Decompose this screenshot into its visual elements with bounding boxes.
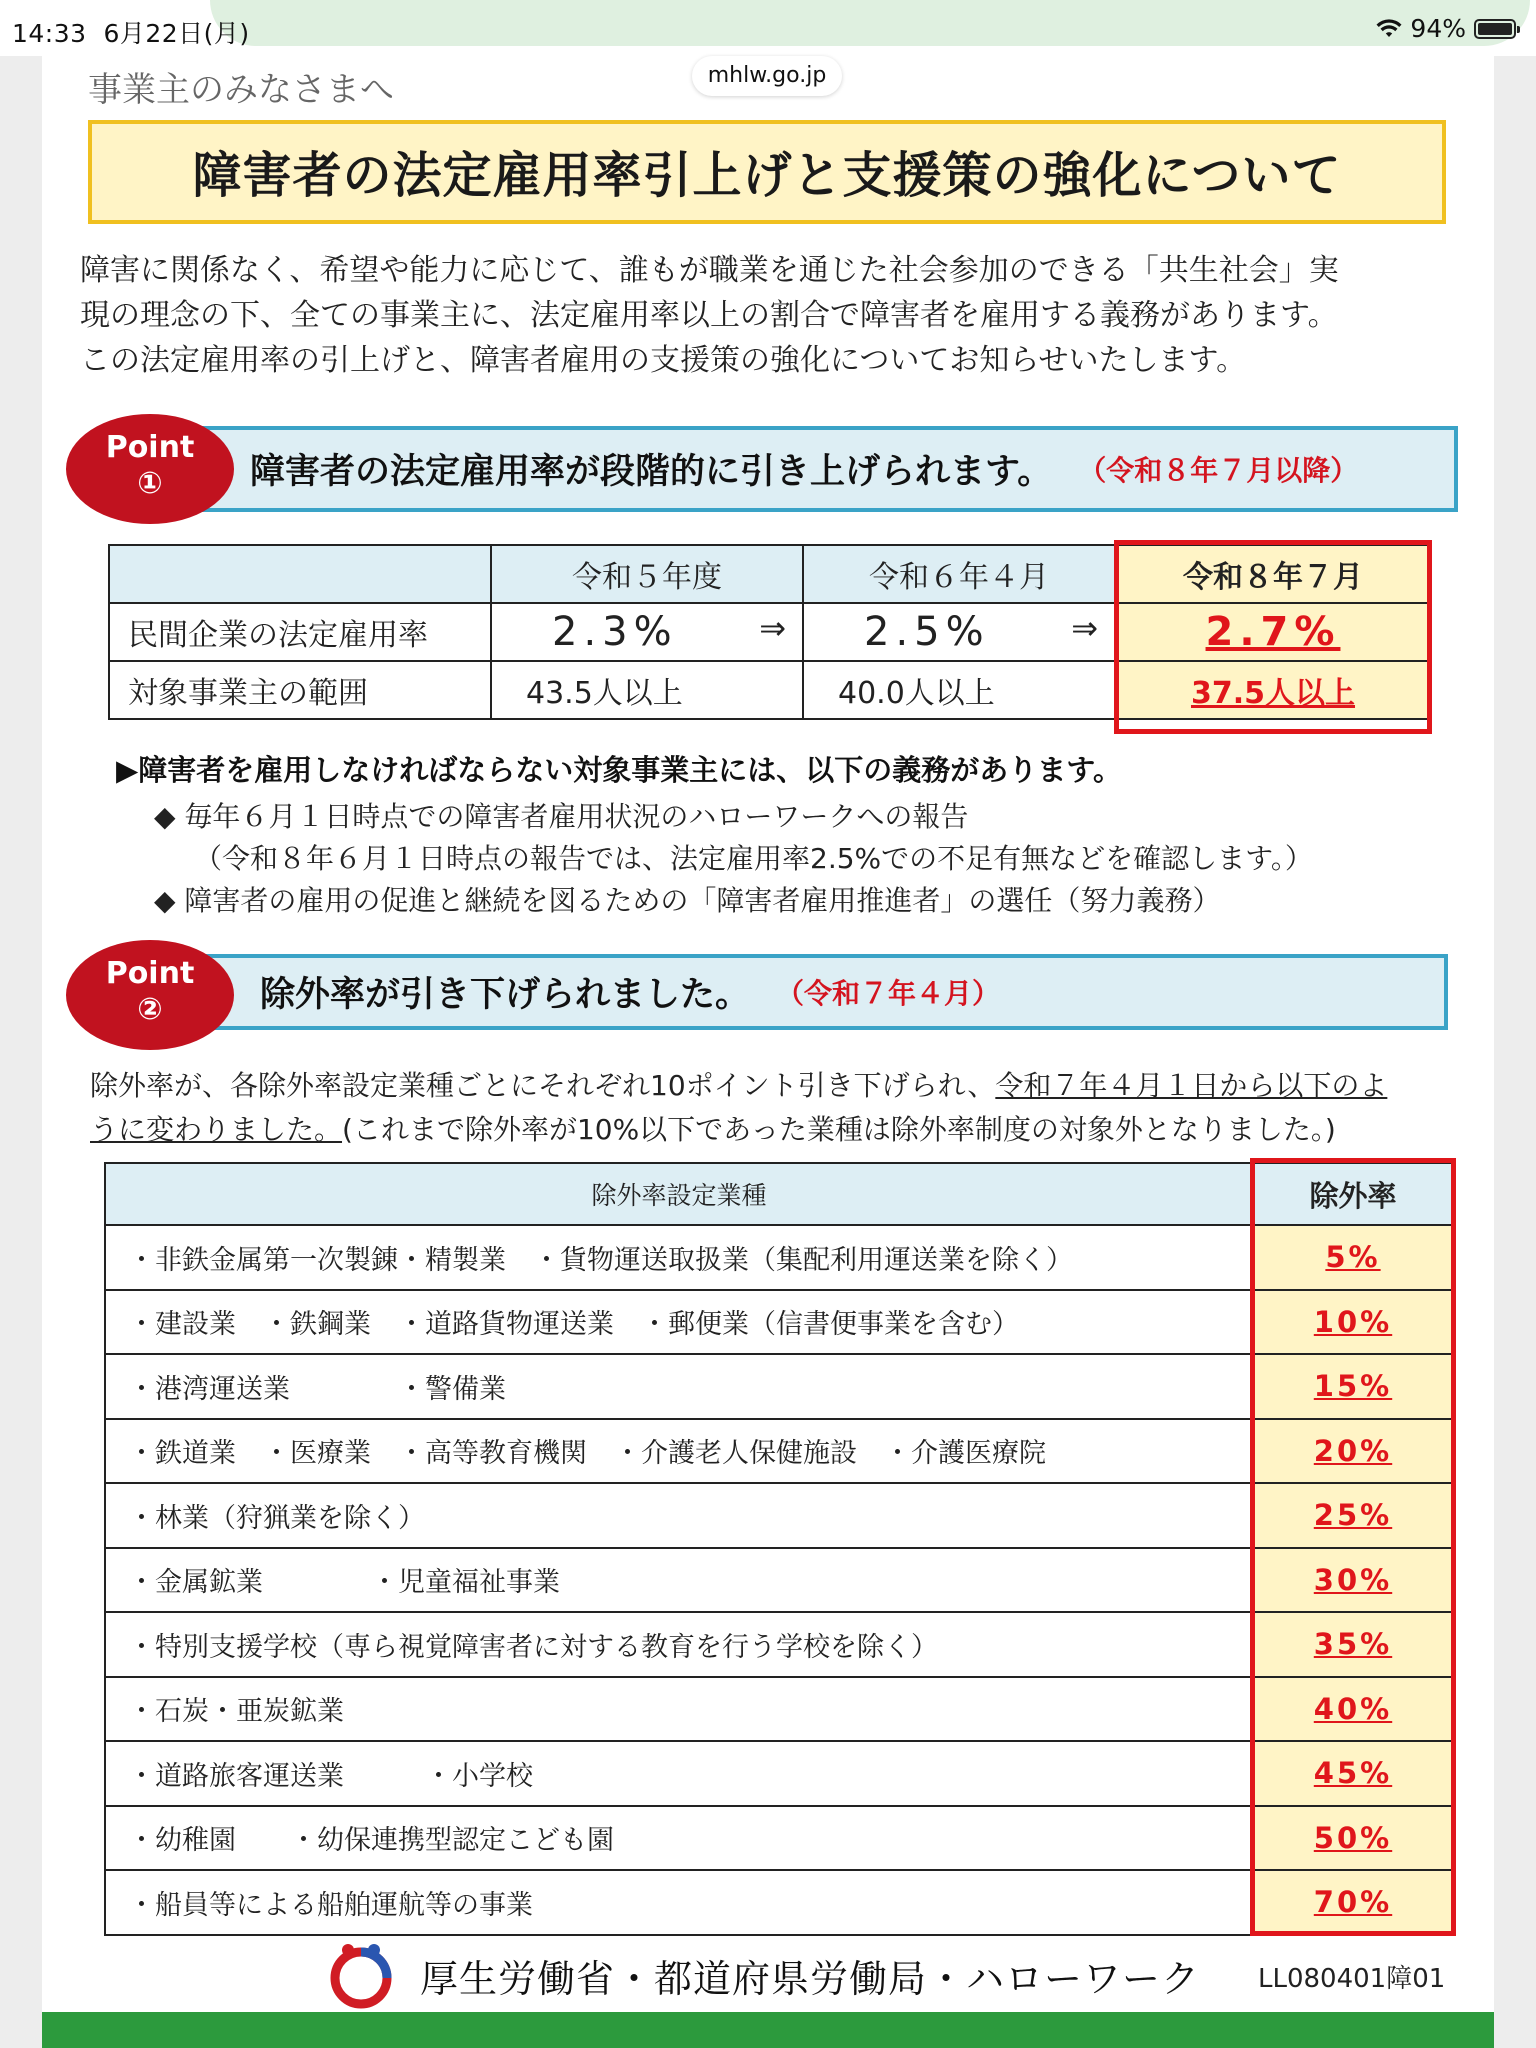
- badge-number: ①: [137, 466, 163, 501]
- point2-header: [140, 954, 1448, 1030]
- rate-cell: [1253, 1806, 1453, 1871]
- industry-cell: ・建設業 ・鉄鋼業 ・道路貨物運送業 ・郵便業（信書便事業を含む）: [105, 1290, 1253, 1355]
- list-item: ◆ 障害者の雇用の促進と継続を図るための「障害者雇用推進者」の選任（努力義務）: [154, 884, 1221, 917]
- list-item: ◆ 毎年６月１日時点での障害者雇用状況のハローワークへの報告: [154, 800, 969, 833]
- footer-strip: [42, 2012, 1494, 2048]
- employment-rate-table: [108, 544, 1432, 720]
- industry-cell: ・金属鉱業 ・児童福祉事業: [105, 1548, 1253, 1613]
- point1-subtitle: （令和８年７月以降）: [1078, 454, 1359, 487]
- point1-header: [140, 426, 1458, 512]
- table-row: [109, 603, 1431, 661]
- header-rate: 除外率: [1253, 1163, 1453, 1225]
- rate-cell: [1253, 1354, 1453, 1419]
- new-range-value: 37.5人以上: [1190, 676, 1356, 711]
- table-row: [105, 1806, 1453, 1871]
- url-pill[interactable]: mhlw.go.jp: [692, 56, 842, 96]
- text-segment: (これまで除外率が10%以下であった業種は除外率制度の対象外となりました。): [342, 1113, 1336, 1146]
- arrow-icon: ⇒: [1071, 609, 1098, 647]
- table-cell-highlight: [1115, 661, 1431, 719]
- table-header-row: [109, 545, 1431, 603]
- mhlw-logo: [326, 1940, 396, 2014]
- rate-cell: [1253, 1548, 1453, 1613]
- industry-cell: ・幼稚園 ・幼保連携型認定こども園: [105, 1806, 1253, 1871]
- intro-text: [80, 248, 1460, 383]
- footer-code: LL080401障01: [1258, 1964, 1446, 1994]
- rate-value: 45%: [1313, 1756, 1393, 1791]
- table-row: [105, 1290, 1453, 1355]
- rate-cell: [1253, 1483, 1453, 1548]
- table-row: [105, 1741, 1453, 1806]
- arrow-icon: ⇒: [759, 609, 786, 647]
- duty-list: [154, 796, 1313, 922]
- table-row: [105, 1419, 1453, 1484]
- table-row: [105, 1483, 1453, 1548]
- table-cell: [491, 603, 803, 661]
- rate-cell: [1253, 1419, 1453, 1484]
- battery-percent: 94%: [1410, 14, 1466, 43]
- table-row: [105, 1354, 1453, 1419]
- table-row: [105, 1677, 1453, 1742]
- table-cell: 43.5人以上: [491, 661, 803, 719]
- rate-value: 10%: [1313, 1304, 1393, 1339]
- point2-subtitle: （令和７年４月）: [776, 977, 1001, 1010]
- industry-cell: ・非鉄金属第一次製錬・精製業 ・貨物運送取扱業（集配利用運送業を除く）: [105, 1225, 1253, 1290]
- battery-icon: [1474, 19, 1516, 39]
- table-header-cell: 令和６年４月: [803, 545, 1115, 603]
- table-header-cell: 令和５年度: [491, 545, 803, 603]
- status-right: [1376, 14, 1516, 43]
- industry-cell: ・石炭・亜炭鉱業: [105, 1677, 1253, 1742]
- rate-value: 30%: [1313, 1562, 1393, 1597]
- rate-cell: [1253, 1870, 1453, 1935]
- rate-value: 40%: [1313, 1691, 1393, 1726]
- rate-cell: [1253, 1225, 1453, 1290]
- industry-cell: ・道路旅客運送業 ・小学校: [105, 1741, 1253, 1806]
- rate-cell: [1253, 1612, 1453, 1677]
- underlined-text: うに変わりました。: [90, 1113, 343, 1146]
- wifi-icon: [1376, 19, 1402, 39]
- table-header-cell: [109, 545, 491, 603]
- rate-value: 5%: [1325, 1240, 1381, 1275]
- point1-title: 障害者の法定雇用率が段階的に引き上げられます。: [250, 452, 1053, 492]
- rate-value: 2.3%: [552, 609, 678, 655]
- duty-heading: ▶障害者を雇用しなければならない対象事業主には、以下の義務があります。: [116, 753, 1122, 787]
- badge-label: Point: [105, 430, 195, 465]
- rate-cell: [1253, 1677, 1453, 1742]
- intro-line: 現の理念の下、全ての事業主に、法定雇用率以上の割合で障害者を雇用する義務があります。: [80, 298, 1338, 333]
- table-row: [105, 1870, 1453, 1935]
- status-time: [12, 14, 250, 50]
- badge-number: ②: [137, 992, 163, 1027]
- table-cell: 40.0人以上: [803, 661, 1115, 719]
- text-segment: 除外率が、各除外率設定業種ごとにそれぞれ10ポイント引き下げられ、: [90, 1069, 996, 1102]
- row-label: 民間企業の法定雇用率: [109, 603, 491, 661]
- rate-cell: [1253, 1290, 1453, 1355]
- table-header-row: [105, 1163, 1453, 1225]
- rate-value: 35%: [1313, 1627, 1393, 1662]
- industry-cell: ・林業（狩猟業を除く）: [105, 1483, 1253, 1548]
- table-header-cell: 令和８年７月: [1115, 545, 1431, 603]
- page-title: 障害者の法定雇用率引上げと支援策の強化について: [88, 120, 1446, 224]
- addressee: 事業主のみなさまへ: [88, 70, 394, 110]
- footer-organization: 厚生労働省・都道府県労働局・ハローワーク: [420, 1957, 1201, 2001]
- rate-value: 50%: [1313, 1820, 1393, 1855]
- table-row: [105, 1612, 1453, 1677]
- table-cell-highlight: [1115, 603, 1431, 661]
- table-row: [109, 661, 1431, 719]
- rate-value: 70%: [1313, 1885, 1393, 1920]
- underlined-text: 令和７年４月１日から以下のよ: [995, 1069, 1388, 1102]
- table-row: [105, 1548, 1453, 1613]
- header-decoration: [210, 0, 1530, 46]
- badge-label: Point: [105, 956, 195, 991]
- rate-value: 20%: [1313, 1433, 1393, 1468]
- industry-cell: ・港湾運送業 ・警備業: [105, 1354, 1253, 1419]
- list-item: （令和８年６月１日時点の報告では、法定雇用率2.5%での不足有無などを確認します。）: [194, 842, 1313, 875]
- row-label: 対象事業主の範囲: [109, 661, 491, 719]
- intro-line: この法定雇用率の引上げと、障害者雇用の支援策の強化についてお知らせいたします。: [80, 343, 1247, 378]
- date: 6月22日(月): [103, 19, 250, 48]
- point2-badge: [66, 940, 234, 1050]
- table-cell: [803, 603, 1115, 661]
- intro-line: 障害に関係なく、希望や能力に応じて、誰もが職業を通じた社会参加のできる「共生社会」実: [80, 253, 1339, 288]
- point2-title: 除外率が引き下げられました。: [260, 975, 751, 1015]
- industry-cell: ・船員等による船舶運航等の事業: [105, 1870, 1253, 1935]
- new-rate-value: 2.7%: [1205, 609, 1341, 655]
- industry-cell: ・鉄道業 ・医療業 ・高等教育機関 ・介護老人保健施設 ・介護医療院: [105, 1419, 1253, 1484]
- exclusion-description: [90, 1064, 1470, 1152]
- rate-cell: [1253, 1741, 1453, 1806]
- clock: 14:33: [12, 19, 87, 48]
- industry-cell: ・特別支援学校（専ら視覚障害者に対する教育を行う学校を除く）: [105, 1612, 1253, 1677]
- table-row: [105, 1225, 1453, 1290]
- header-industry: 除外率設定業種: [105, 1163, 1253, 1225]
- rate-value: 15%: [1313, 1369, 1393, 1404]
- rate-value: 25%: [1313, 1498, 1393, 1533]
- point1-badge: [66, 414, 234, 524]
- rate-value: 2.5%: [864, 609, 990, 655]
- exclusion-rate-table: [104, 1162, 1454, 1936]
